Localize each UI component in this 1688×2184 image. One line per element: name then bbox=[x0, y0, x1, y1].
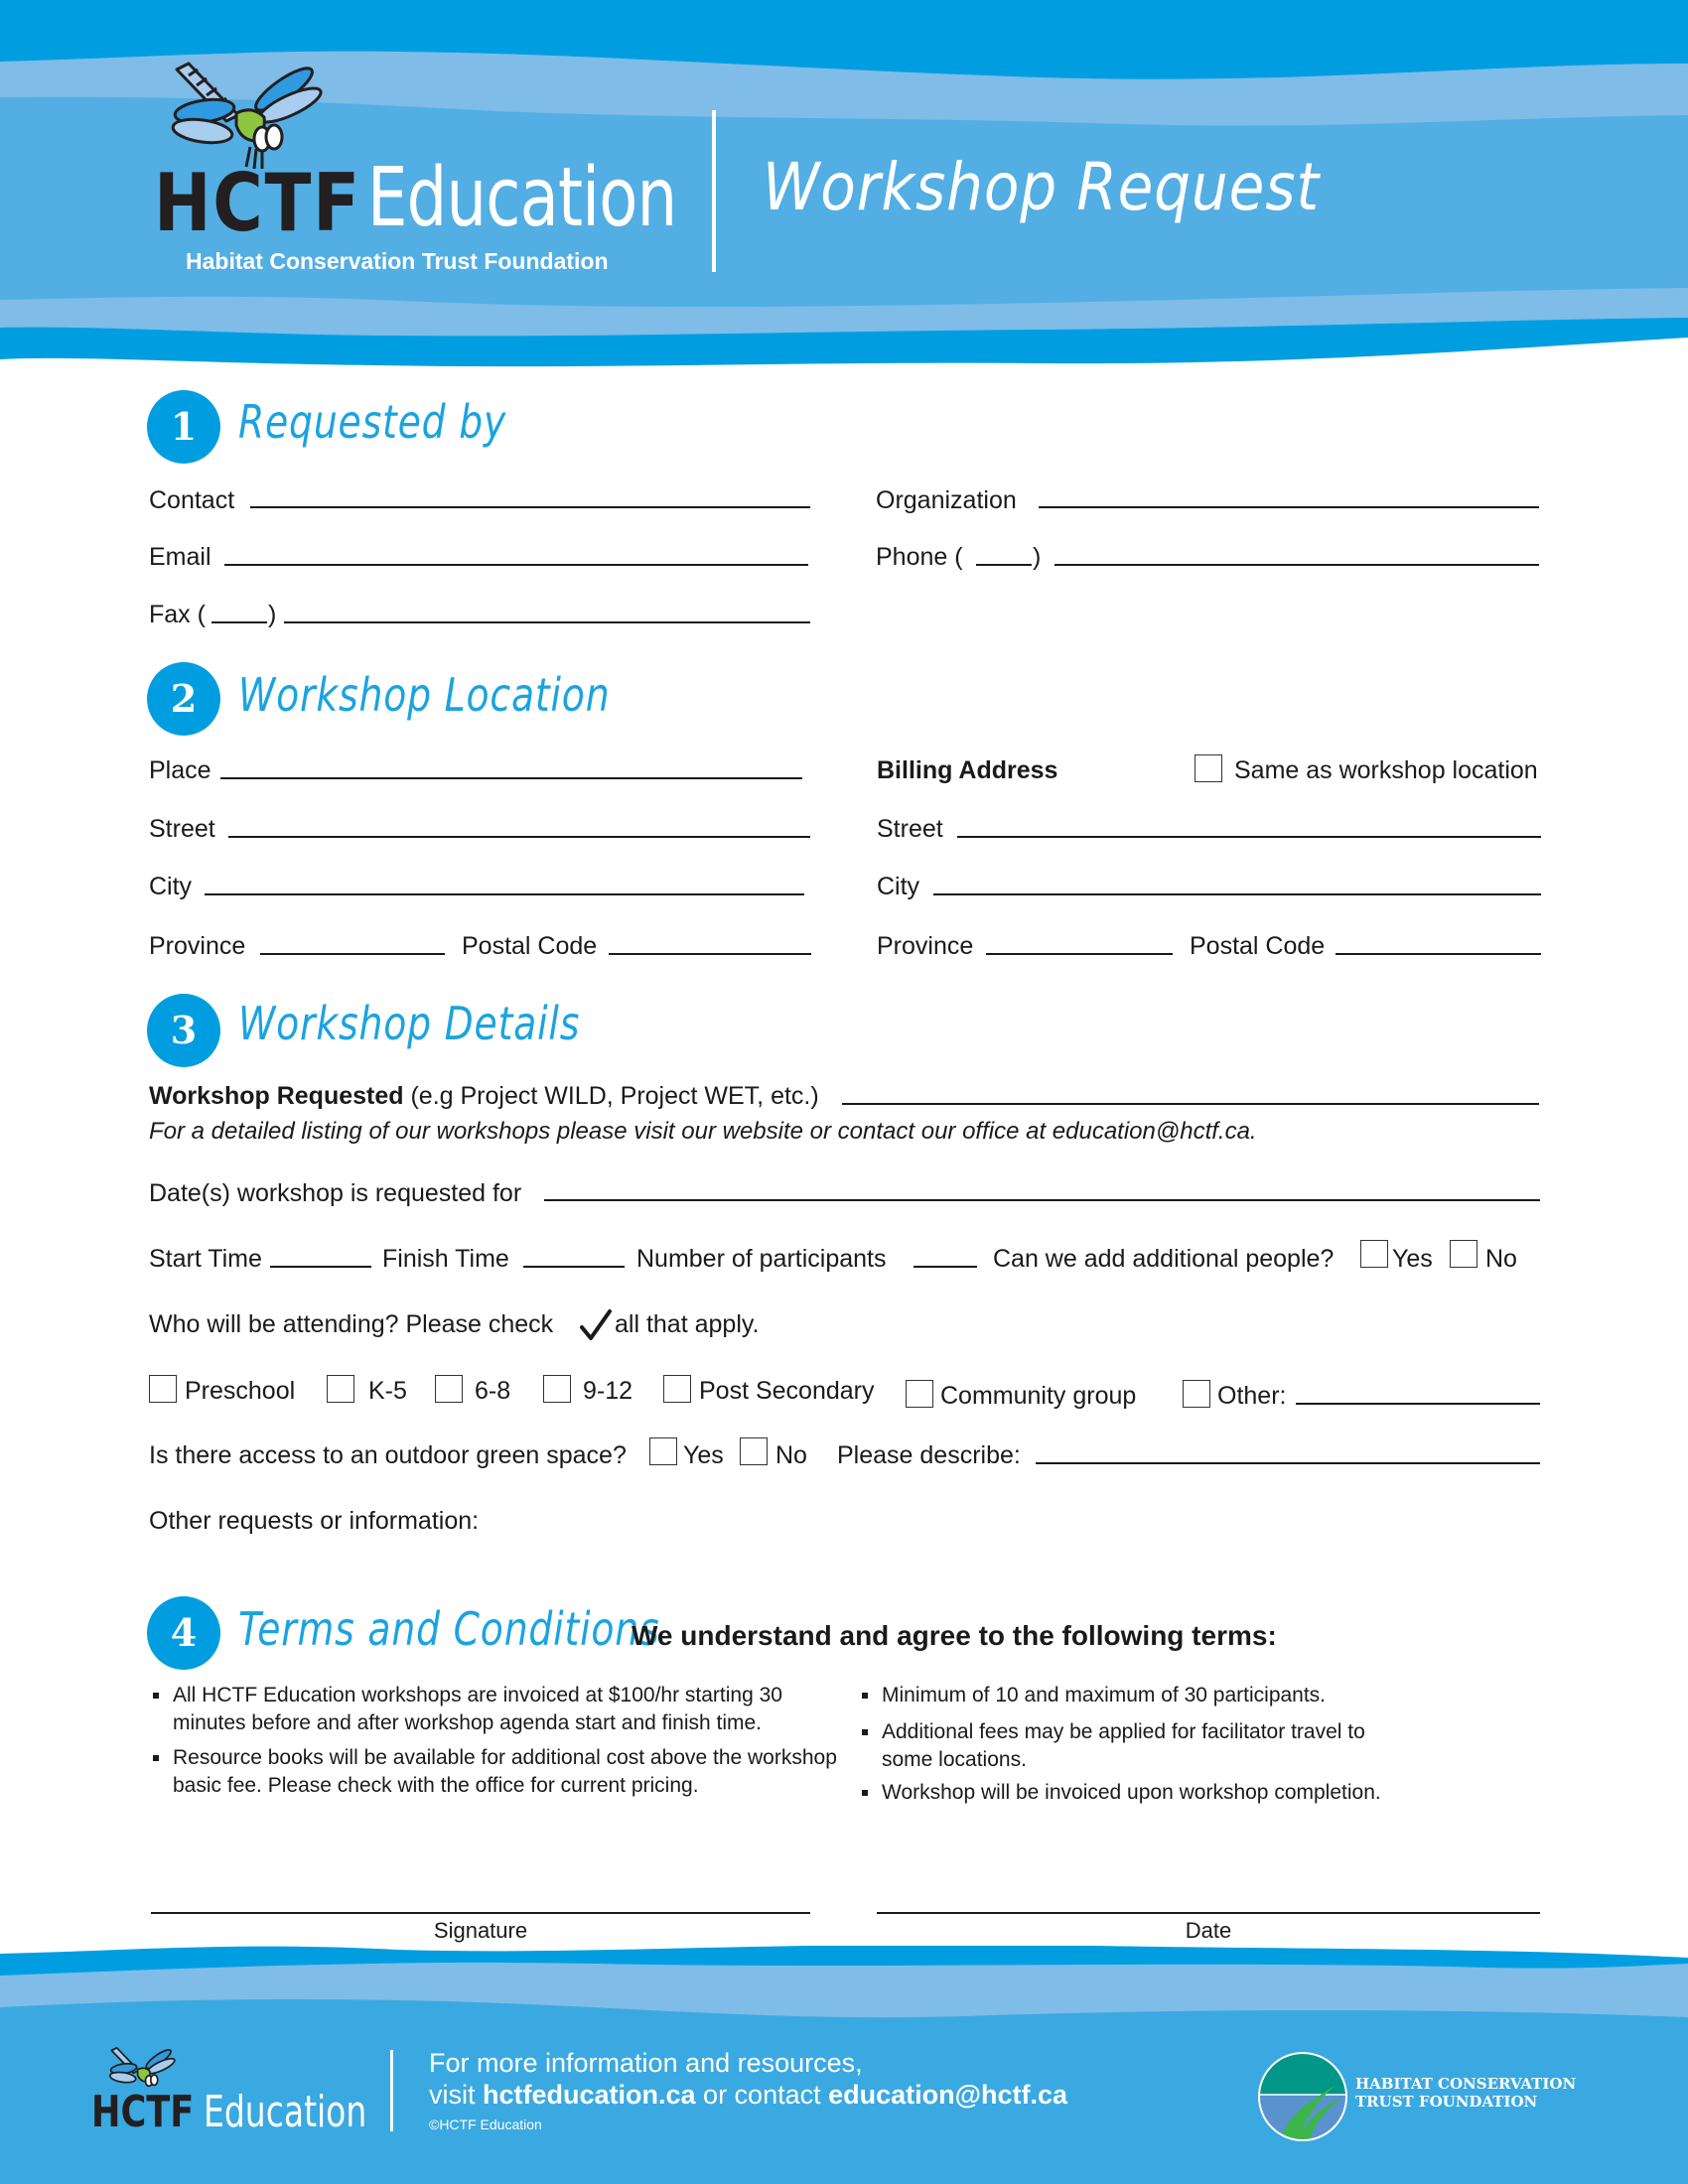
city-label: City bbox=[149, 873, 193, 900]
start-time-label: Start Time bbox=[149, 1245, 262, 1273]
workshop-requested-label bbox=[149, 1081, 819, 1111]
footer-brand-hctf: HCTF bbox=[91, 2087, 195, 2137]
phone-paren-close: ) bbox=[1033, 543, 1042, 571]
describe-label: Please describe: bbox=[837, 1441, 1021, 1469]
hctf-foundation-logo-icon bbox=[1257, 2051, 1348, 2142]
page-title: Workshop Request bbox=[763, 149, 1321, 225]
header-divider bbox=[712, 110, 716, 272]
workshop-requested-bold: Workshop Requested bbox=[149, 1082, 404, 1110]
finish-time-label: Finish Time bbox=[382, 1245, 509, 1273]
billing-street-label: Street bbox=[877, 815, 943, 843]
fax-area-code-field[interactable] bbox=[211, 621, 267, 623]
workshop-listing-note: For a detailed listing of our workshops please visit our website or contact our office at education@hctf.ca. bbox=[149, 1118, 1257, 1145]
footer-info-line: For more information and resources, bbox=[429, 2048, 863, 2078]
workshop-requested-field[interactable] bbox=[842, 1103, 1539, 1105]
workshop-requested-hint: (e.g Project WILD, Project WET, etc.) bbox=[403, 1082, 819, 1110]
email-field[interactable] bbox=[224, 564, 808, 566]
attending-label-post: all that apply. bbox=[615, 1310, 760, 1338]
billing-postal-code-field[interactable] bbox=[1336, 953, 1541, 955]
terms-lead: We understand and agree to the following terms: bbox=[632, 1620, 1277, 1651]
postal-code-field[interactable] bbox=[609, 953, 811, 955]
footer-contact-line bbox=[429, 2080, 1067, 2111]
term-item: Additional fees may be applied for facilitator travel to some locations. bbox=[858, 1718, 1414, 1774]
organization-label: Organization bbox=[876, 486, 1017, 514]
attendee-community-group-checkbox[interactable] bbox=[906, 1380, 933, 1408]
describe-field[interactable] bbox=[1036, 1462, 1540, 1464]
green-space-no-label: No bbox=[775, 1441, 807, 1469]
province-label: Province bbox=[149, 932, 246, 960]
start-time-field[interactable] bbox=[270, 1266, 371, 1268]
brand-subtitle: Habitat Conservation Trust Foundation bbox=[186, 248, 609, 274]
page-header bbox=[0, 0, 1688, 377]
footer-website-link[interactable]: hctfeducation.ca bbox=[483, 2080, 696, 2110]
add-people-no-checkbox[interactable] bbox=[1450, 1240, 1477, 1268]
brand-hctf: HCTF bbox=[154, 157, 361, 249]
footer-contact-text: or contact bbox=[695, 2080, 829, 2110]
hctf-foundation-wordmark bbox=[1355, 2075, 1576, 2111]
contact-field[interactable] bbox=[250, 506, 810, 508]
attendee-community-group-label: Community group bbox=[940, 1382, 1137, 1410]
contact-label: Contact bbox=[149, 486, 235, 514]
dates-label: Date(s) workshop is requested for bbox=[149, 1179, 522, 1207]
province-field[interactable] bbox=[260, 953, 445, 955]
other-requests-field[interactable] bbox=[149, 1539, 1539, 1598]
street-label: Street bbox=[149, 815, 215, 843]
term-item: Resource books will be available for additional cost above the workshop basic fee. Please check with the office for current pricing. bbox=[149, 1744, 844, 1800]
term-item: Workshop will be invoiced upon workshop completion. bbox=[858, 1779, 1414, 1807]
section-title-workshop-details: Workshop Details bbox=[238, 997, 581, 1050]
green-space-yes-label: Yes bbox=[683, 1441, 724, 1469]
billing-province-field[interactable] bbox=[986, 953, 1173, 955]
attendee-6-8-checkbox[interactable] bbox=[435, 1375, 463, 1403]
attendee-preschool-label: Preschool bbox=[185, 1377, 296, 1405]
attendee-other-checkbox[interactable] bbox=[1183, 1380, 1210, 1408]
attendee-9-12-checkbox[interactable] bbox=[543, 1375, 571, 1403]
postal-code-label: Postal Code bbox=[462, 932, 598, 960]
participants-field[interactable] bbox=[914, 1266, 977, 1268]
add-people-yes-checkbox[interactable] bbox=[1360, 1240, 1388, 1268]
phone-area-code-field[interactable] bbox=[976, 564, 1032, 566]
section-title-requested-by: Requested by bbox=[238, 395, 507, 449]
add-people-yes-label: Yes bbox=[1392, 1245, 1433, 1273]
dates-field[interactable] bbox=[544, 1199, 1540, 1201]
other-requests-label: Other requests or information: bbox=[149, 1507, 480, 1535]
footer-visit-text: visit bbox=[429, 2080, 483, 2110]
section-title-workshop-location: Workshop Location bbox=[238, 668, 611, 722]
checkmark-icon bbox=[579, 1308, 613, 1342]
add-people-no-label: No bbox=[1485, 1245, 1517, 1273]
billing-postal-code-label: Postal Code bbox=[1190, 932, 1326, 960]
green-space-label: Is there access to an outdoor green space? bbox=[149, 1441, 627, 1469]
fax-number-field[interactable] bbox=[284, 621, 810, 623]
billing-city-field[interactable] bbox=[933, 893, 1541, 895]
footer-divider bbox=[390, 2050, 393, 2131]
attendee-other-field[interactable] bbox=[1296, 1403, 1540, 1405]
attendee-post-secondary-checkbox[interactable] bbox=[663, 1375, 691, 1403]
participants-label: Number of participants bbox=[636, 1245, 887, 1273]
billing-city-label: City bbox=[877, 873, 920, 900]
same-as-location-label: Same as workshop location bbox=[1234, 756, 1538, 784]
signature-label: Signature bbox=[433, 1918, 528, 1943]
term-item: All HCTF Education workshops are invoiced at $100/hr starting 30 minutes before and after workshop agenda start and finish time. bbox=[149, 1682, 844, 1737]
brand-education: Education bbox=[367, 151, 677, 245]
attendee-9-12-label: 9-12 bbox=[583, 1377, 633, 1405]
date-label: Date bbox=[1185, 1918, 1232, 1943]
footer-copyright: ©HCTF Education bbox=[429, 2116, 542, 2132]
foundation-line-2: TRUST FOUNDATION bbox=[1355, 2093, 1538, 2111]
place-label: Place bbox=[149, 756, 211, 784]
same-as-location-checkbox[interactable] bbox=[1195, 754, 1222, 782]
footer-brand-education: Education bbox=[204, 2087, 367, 2137]
attending-label-pre: Who will be attending? Please check bbox=[149, 1310, 554, 1338]
add-people-label: Can we add additional people? bbox=[993, 1245, 1335, 1273]
attendee-other-label: Other: bbox=[1217, 1382, 1287, 1410]
foundation-line-1: HABITAT CONSERVATION bbox=[1355, 2075, 1577, 2093]
signature-field[interactable] bbox=[151, 1912, 810, 1914]
street-field[interactable] bbox=[228, 836, 810, 838]
date-field[interactable] bbox=[877, 1912, 1540, 1914]
city-field[interactable] bbox=[205, 893, 804, 895]
section-title-terms: Terms and Conditions bbox=[238, 1602, 660, 1656]
fax-paren-close: ) bbox=[268, 601, 277, 628]
attendee-preschool-checkbox[interactable] bbox=[149, 1375, 177, 1403]
billing-address-heading: Billing Address bbox=[877, 756, 1058, 784]
attendee-post-secondary-label: Post Secondary bbox=[699, 1377, 875, 1405]
section-number-1: 1 bbox=[147, 390, 220, 464]
dragonfly-logo-icon bbox=[167, 62, 326, 171]
attendee-k5-checkbox[interactable] bbox=[327, 1375, 354, 1403]
billing-street-field[interactable] bbox=[957, 836, 1541, 838]
section-number-2: 2 bbox=[147, 662, 220, 736]
organization-field[interactable] bbox=[1039, 506, 1539, 508]
phone-number-field[interactable] bbox=[1055, 564, 1539, 566]
footer-email-link[interactable]: education@hctf.ca bbox=[828, 2080, 1067, 2110]
attendee-k5-label: K-5 bbox=[368, 1377, 407, 1405]
term-item: Minimum of 10 and maximum of 30 participants. bbox=[858, 1682, 1414, 1709]
billing-province-label: Province bbox=[877, 932, 974, 960]
finish-time-field[interactable] bbox=[523, 1266, 625, 1268]
place-field[interactable] bbox=[220, 777, 802, 779]
section-number-3: 3 bbox=[147, 994, 220, 1067]
green-space-yes-checkbox[interactable] bbox=[649, 1437, 677, 1465]
green-space-no-checkbox[interactable] bbox=[740, 1437, 768, 1465]
phone-label: Phone ( bbox=[876, 543, 963, 571]
attendee-6-8-label: 6-8 bbox=[475, 1377, 511, 1405]
section-number-4: 4 bbox=[147, 1596, 220, 1670]
fax-label: Fax ( bbox=[149, 601, 206, 628]
email-label: Email bbox=[149, 543, 211, 571]
